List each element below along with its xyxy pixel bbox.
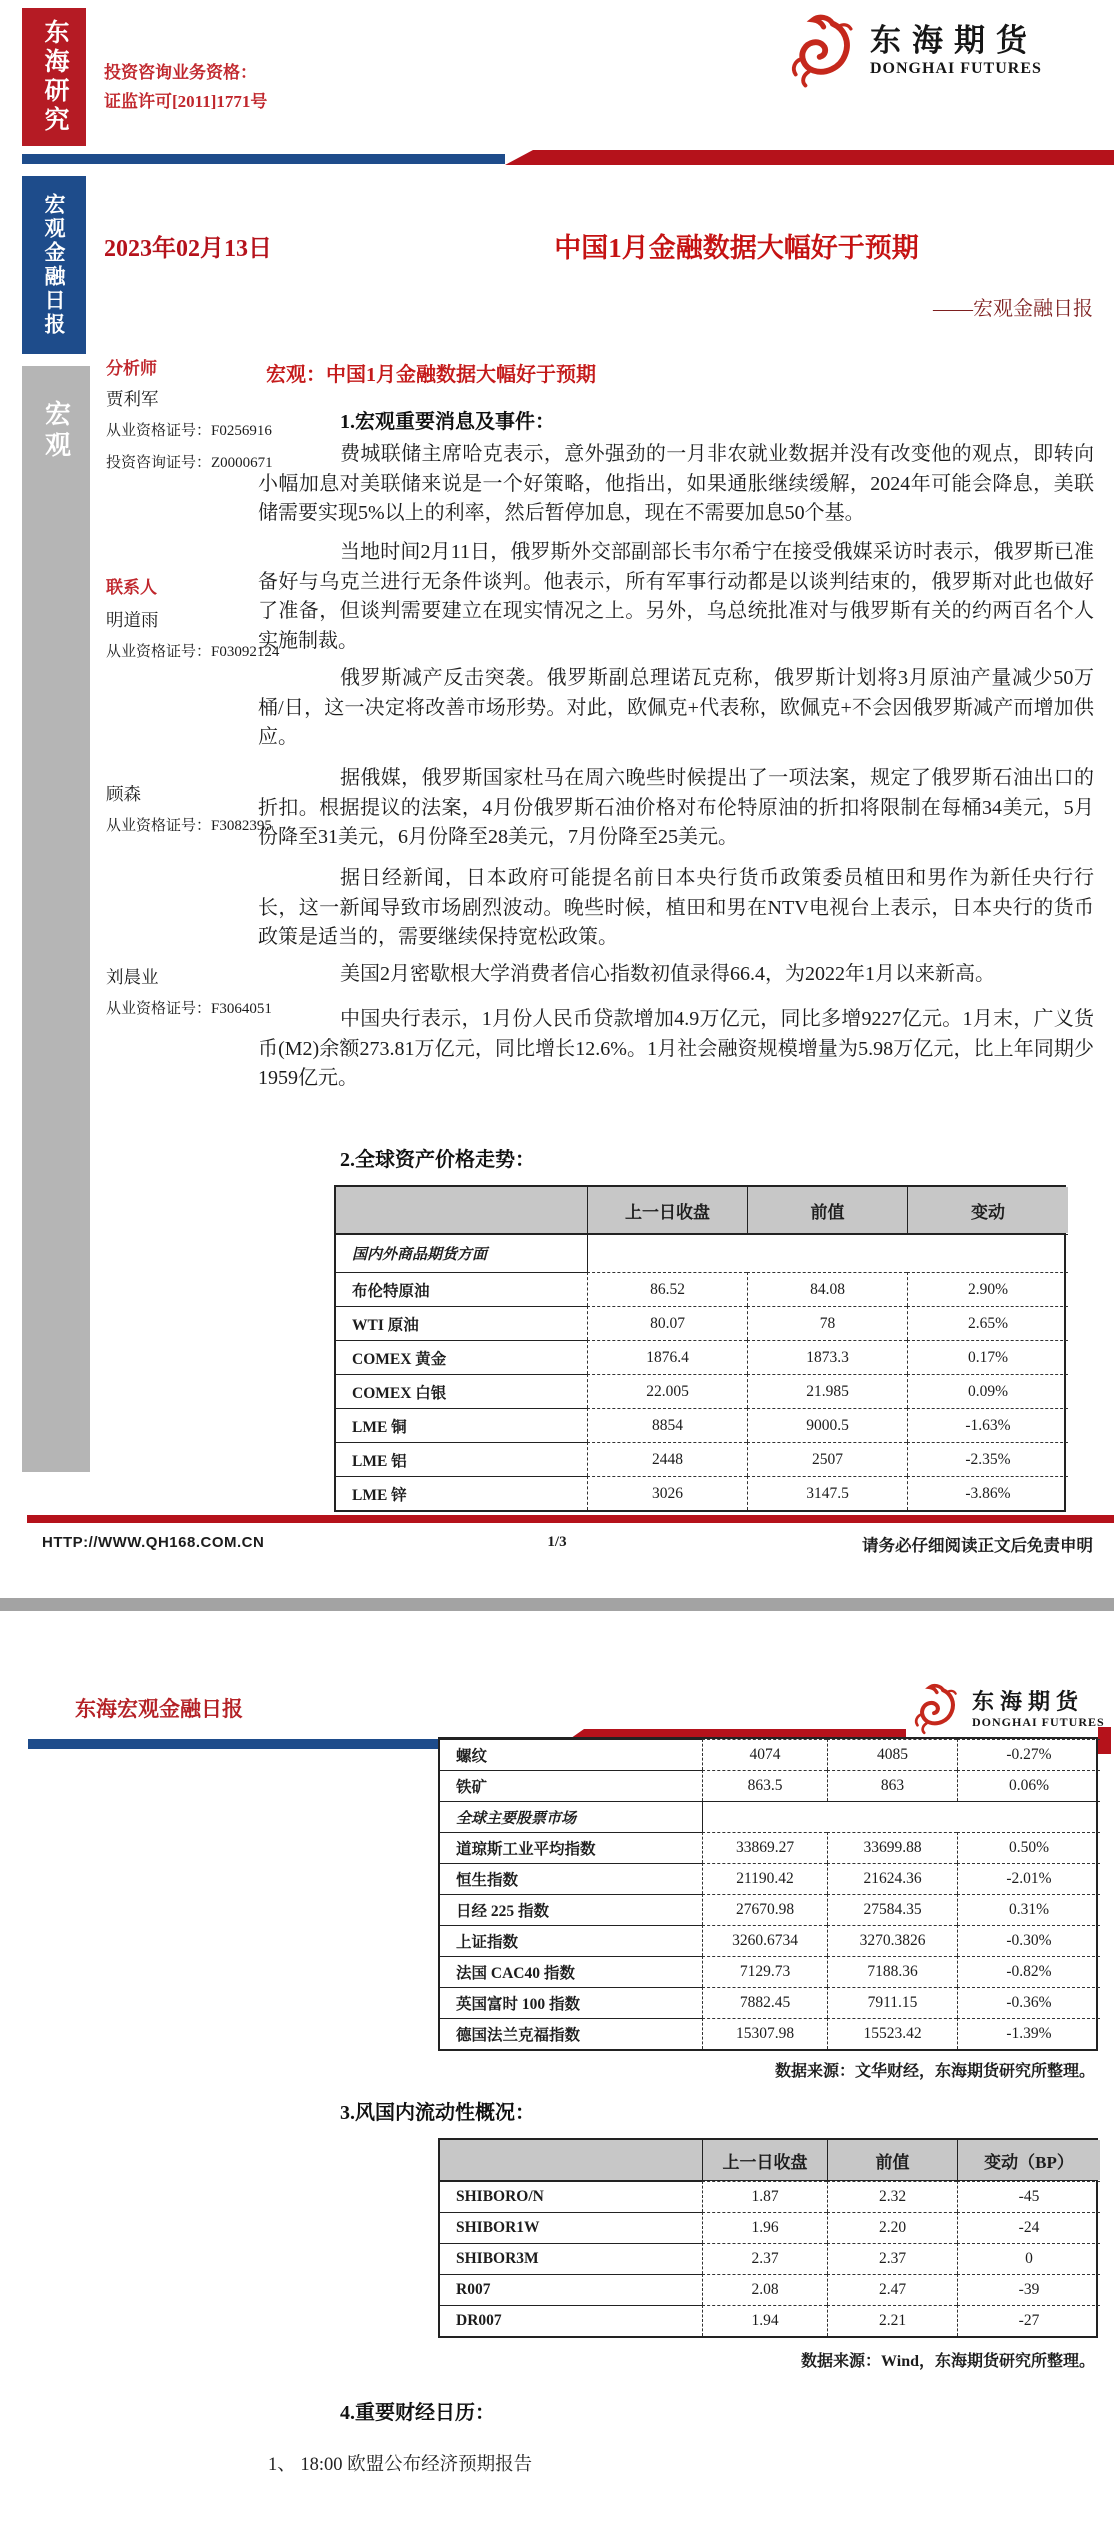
table-cell-prev-close: 22.005 (587, 1374, 747, 1408)
calendar-item: 1、 18:00 欧盟公布经济预期报告 (268, 2455, 533, 2475)
table-section-label: 全球主要股票市场 (440, 1801, 702, 1832)
table-cell-change: -2.01% (957, 1863, 1100, 1894)
table-row (440, 1863, 1096, 1894)
table-row-label: DR007 (440, 2305, 702, 2336)
table-cell-prev-close: 27670.98 (702, 1894, 827, 1925)
body-paragraph: 美国2月密歇根大学消费者信心指数初值录得66.4，为2022年1月以来新高。 (340, 963, 995, 985)
section1-heading: 1.宏观重要消息及事件： (340, 411, 555, 433)
table-cell-change: 0.06% (957, 1770, 1100, 1801)
table-cell-prev-close: 3260.6734 (702, 1925, 827, 1956)
table-row-label: R007 (440, 2274, 702, 2305)
table-cell-prev-close: 3026 (587, 1476, 747, 1510)
body-paragraph: 据俄媒，俄罗斯国家杜马在周六晚些时候提出了一项法案，规定了俄罗斯石油出口的折扣。根据提议的法案，4月份俄罗斯石油价格对布伦特原油的折扣将限制在每桶34美元，5月份降至31美元，6月份降至28美元，7月份降至25美元。 (258, 767, 1094, 848)
table-row (440, 1832, 1096, 1863)
header-bar-red (505, 150, 1114, 165)
section2-heading: 2.全球资产价格走势： (340, 1149, 535, 1171)
table-row-label: 布伦特原油 (336, 1272, 587, 1306)
table-row-label: LME 铜 (336, 1408, 587, 1442)
logo-name-en: DONGHAI FUTURES (870, 60, 1042, 77)
logo-text (870, 23, 1042, 79)
table-row (440, 1925, 1096, 1956)
table-cell-prior: 2.32 (827, 2181, 957, 2212)
table-row-label: 螺纹 (440, 1739, 702, 1770)
company-logo-small (908, 1682, 1105, 1736)
page-separator (0, 1598, 1114, 1611)
table-row (440, 2274, 1096, 2305)
brand-research-box (22, 8, 86, 146)
contact-name-1: 明道雨 (106, 610, 159, 630)
table-cell-prior: 3270.3826 (827, 1925, 957, 1956)
contact-name-2: 顾森 (106, 784, 141, 804)
table-cell-prev-close: 86.52 (587, 1272, 747, 1306)
dragon-logo-icon (908, 1682, 962, 1736)
table-row (440, 1770, 1096, 1801)
footer-rule (27, 1515, 1114, 1523)
report-type-box (22, 176, 86, 354)
table-cell-prior: 2.47 (827, 2274, 957, 2305)
table-row (440, 2018, 1096, 2049)
table-row (440, 1894, 1096, 1925)
table-header-cell: 变动（BP） (957, 2140, 1100, 2180)
table-cell-change: -1.39% (957, 2018, 1100, 2049)
table-section-label: 国内外商品期货方面 (336, 1234, 587, 1272)
table-header-cell (336, 1187, 587, 1233)
table-row-label: 法国 CAC40 指数 (440, 1956, 702, 1987)
table-row-label: 道琼斯工业平均指数 (440, 1832, 702, 1863)
table-header-cell: 上一日收盘 (702, 2140, 827, 2180)
table-cell-prior: 9000.5 (747, 1408, 907, 1442)
analyst-cert-2: 投资咨询证号：Z0000671 (106, 455, 273, 471)
contact-cert-2: 从业资格证号：F3082395 (106, 818, 272, 834)
table-cell-prev-close: 863.5 (702, 1770, 827, 1801)
table-cell-prior: 3147.5 (747, 1476, 907, 1510)
table-cell-prev-close: 2.08 (702, 2274, 827, 2305)
table-row (336, 1234, 1064, 1272)
table-cell-prior: 78 (747, 1306, 907, 1340)
report-title: 中国1月金融数据大幅好于预期 (554, 233, 919, 263)
table-row-label: COMEX 黄金 (336, 1340, 587, 1374)
table-cell-prior: 7911.15 (827, 1987, 957, 2018)
table-cell-prev-close: 7129.73 (702, 1956, 827, 1987)
table-cell-change: -0.27% (957, 1739, 1100, 1770)
section3-heading: 3.风国内流动性概况： (340, 2102, 535, 2124)
table-cell-prev-close: 80.07 (587, 1306, 747, 1340)
table-cell-prev-close: 7882.45 (702, 1987, 827, 2018)
table-row (336, 1272, 1064, 1306)
table-row (440, 1987, 1096, 2018)
table-row (336, 1340, 1064, 1374)
table-row-label: LME 铝 (336, 1442, 587, 1476)
table-row (336, 1306, 1064, 1340)
table-cell-change: -2.35% (907, 1442, 1068, 1476)
footer-disclaimer: 请务必仔细阅读正文后免责申明 (862, 1536, 1093, 1555)
table-header-cell: 变动 (907, 1187, 1068, 1233)
table-cell-prior: 27584.35 (827, 1894, 957, 1925)
table-row-label: WTI 原油 (336, 1306, 587, 1340)
table-cell-change: -0.82% (957, 1956, 1100, 1987)
license-block (104, 58, 267, 116)
table-cell-change: -3.86% (907, 1476, 1068, 1510)
contact-cert-3: 从业资格证号：F3064051 (106, 1001, 272, 1017)
table-cell-change: -27 (957, 2305, 1100, 2336)
contact-name-3: 刘晨业 (106, 967, 159, 987)
table-cell-prior: 863 (827, 1770, 957, 1801)
table-cell-prior: 2507 (747, 1442, 907, 1476)
table-row-label: 英国富时 100 指数 (440, 1987, 702, 2018)
table-cell-change: -0.30% (957, 1925, 1100, 1956)
table-cell-change: 0.50% (957, 1832, 1100, 1863)
table-cell-prev-close: 15307.98 (702, 2018, 827, 2049)
table-row (440, 2212, 1096, 2243)
table-header-row (440, 2140, 1096, 2181)
body-paragraph: 当地时间2月11日，俄罗斯外交部副部长韦尔希宁在接受俄媒采访时表示，俄罗斯已准备好与乌克兰进行无条件谈判。他表示，所有军事行动都是以谈判结束的，俄罗斯对此也做好了准备，但谈判需要建立在现实情况之上。另外，乌总统批准对与俄罗斯有关的约两百名个人实施制裁。 (258, 541, 1094, 652)
table-cell-change: 0.31% (957, 1894, 1100, 1925)
table-cell-prior: 33699.88 (827, 1832, 957, 1863)
table-cell-change: 2.65% (907, 1306, 1068, 1340)
table-row-label: 日经 225 指数 (440, 1894, 702, 1925)
table-cell-prior: 2.20 (827, 2212, 957, 2243)
table-row-label: 德国法兰克福指数 (440, 2018, 702, 2049)
table-row (336, 1408, 1064, 1442)
body-paragraph: 据日经新闻，日本政府可能提名前日本央行货币政策委员植田和男作为新任央行行长，这一新闻导致市场剧烈波动。晚些时候，植田和男在NTV电视台上表示，日本央行的货币政策是适当的，需要继续保持宽松政策。 (258, 867, 1094, 948)
analyst-cert-1: 从业资格证号：F0256916 (106, 423, 272, 439)
analyst-name: 贾利军 (106, 389, 159, 409)
table-row (336, 1374, 1064, 1408)
report-date: 2023年02月13日 (104, 236, 272, 262)
category-label: 宏观 (41, 400, 71, 462)
table-cell-prev-close: 2448 (587, 1442, 747, 1476)
body-paragraph: 俄罗斯减产反击突袭。俄罗斯副总理诺瓦克称，俄罗斯计划将3月原油产量减少50万桶/日，这一决定将改善市场形势。对此，欧佩克+代表称，欧佩克+不会因俄罗斯减产而增加供应。 (258, 667, 1094, 748)
data-source-note-2: 数据来源：Wind，东海期货研究所整理。 (801, 2353, 1095, 2370)
table-cell-prior: 2.37 (827, 2243, 957, 2274)
analyst-section-label: 分析师 (106, 359, 157, 378)
body-paragraph: 中国央行表示，1月份人民币贷款增加4.9万亿元，同比多增9227亿元。1月末，广义货币(M2)余额273.81万亿元，同比增长12.6%。1月社会融资规模增量为5.98万亿元，比上年同期少1959亿元。 (258, 1008, 1094, 1089)
macro-section-heading: 宏观：中国1月金融数据大幅好于预期 (266, 364, 596, 386)
liquidity-table (438, 2138, 1098, 2338)
table-row-label: SHIBORO/N (440, 2181, 702, 2212)
table-header-cell: 上一日收盘 (587, 1187, 747, 1233)
section4-heading: 4.重要财经日历： (340, 2402, 495, 2424)
table-row (336, 1442, 1064, 1476)
footer-page-number: 1/3 (547, 1534, 567, 1550)
table-section-fill (702, 1801, 1100, 1832)
table-cell-prior: 21.985 (747, 1374, 907, 1408)
asset-price-table (334, 1185, 1066, 1512)
table-cell-change: 0.17% (907, 1340, 1068, 1374)
table-row-label: COMEX 白银 (336, 1374, 587, 1408)
table-row-label: SHIBOR3M (440, 2243, 702, 2274)
table-cell-prev-close: 1.87 (702, 2181, 827, 2212)
table-row (440, 1956, 1096, 1987)
company-logo (782, 12, 1042, 90)
table-header-cell (440, 2140, 702, 2180)
contact-section-label: 联系人 (106, 578, 157, 597)
data-source-note-1: 数据来源：文华财经，东海期货研究所整理。 (774, 2063, 1095, 2080)
table-row (440, 2243, 1096, 2274)
table-row-label: 上证指数 (440, 1925, 702, 1956)
table-row (440, 1739, 1096, 1770)
dragon-logo-icon (782, 12, 860, 90)
table-cell-change: 0.09% (907, 1374, 1068, 1408)
table-header-cell: 前值 (827, 2140, 957, 2180)
table-section-fill (587, 1234, 1068, 1272)
table-row (336, 1476, 1064, 1510)
table-cell-change: -0.36% (957, 1987, 1100, 2018)
body-paragraph: 费城联储主席哈克表示，意外强劲的一月非农就业数据并没有改变他的观点，即转向小幅加息对美联储来说是一个好策略，他指出，如果通胀继续缓解，2024年可能会降息，美联储需要实现5%以上的利率，然后暂停加息，现在不需要加息50个基。 (258, 443, 1094, 524)
table-cell-prev-close: 1.94 (702, 2305, 827, 2336)
table-cell-prior: 2.21 (827, 2305, 957, 2336)
table-cell-prev-close: 8854 (587, 1408, 747, 1442)
footer-url[interactable]: HTTP://WWW.QH168.COM.CN (42, 1534, 265, 1551)
table-cell-prev-close: 1876.4 (587, 1340, 747, 1374)
report-subtitle: ——宏观金融日报 (933, 298, 1093, 320)
table-header-cell: 前值 (747, 1187, 907, 1233)
category-box (22, 366, 90, 1472)
table-row (440, 2305, 1096, 2336)
brand-research-label: 东海研究 (41, 19, 68, 135)
table-cell-prev-close: 2.37 (702, 2243, 827, 2274)
report-type-label: 宏观金融日报 (42, 193, 66, 337)
table-row (440, 1801, 1096, 1832)
license-line2: 证监许可[2011]1771号 (104, 92, 268, 111)
table-row-label: LME 锌 (336, 1476, 587, 1510)
logo-text (972, 1689, 1105, 1730)
table-row-label: SHIBOR1W (440, 2212, 702, 2243)
table-row (440, 2181, 1096, 2212)
asset-price-table-continued (438, 1737, 1098, 2051)
table-cell-change: -24 (957, 2212, 1100, 2243)
table-cell-prev-close: 4074 (702, 1739, 827, 1770)
table-cell-prior: 7188.36 (827, 1956, 957, 1987)
logo-name-cn: 东海期货 (870, 23, 1038, 58)
table-header-row (336, 1187, 1064, 1234)
logo-name-cn: 东海期货 (972, 1688, 1085, 1714)
page2-header-title: 东海宏观金融日报 (75, 1697, 243, 1721)
contact-cert-1: 从业资格证号：F03092124 (106, 644, 280, 660)
table-cell-prev-close: 21190.42 (702, 1863, 827, 1894)
table-cell-change: -1.63% (907, 1408, 1068, 1442)
table-cell-prior: 84.08 (747, 1272, 907, 1306)
table-cell-change: 0 (957, 2243, 1100, 2274)
table-row-label: 铁矿 (440, 1770, 702, 1801)
table-cell-prev-close: 33869.27 (702, 1832, 827, 1863)
header-bar-blue (22, 154, 505, 164)
logo-name-en: DONGHAI FUTURES (972, 1714, 1105, 1729)
table-cell-prior: 1873.3 (747, 1340, 907, 1374)
table-cell-prior: 4085 (827, 1739, 957, 1770)
license-line1: 投资咨询业务资格： (104, 63, 257, 82)
table-cell-prev-close: 1.96 (702, 2212, 827, 2243)
table-cell-prior: 21624.36 (827, 1863, 957, 1894)
table-cell-change: 2.90% (907, 1272, 1068, 1306)
table-cell-prior: 15523.42 (827, 2018, 957, 2049)
table-row-label: 恒生指数 (440, 1863, 702, 1894)
table-cell-change: -45 (957, 2181, 1100, 2212)
table-cell-change: -39 (957, 2274, 1100, 2305)
